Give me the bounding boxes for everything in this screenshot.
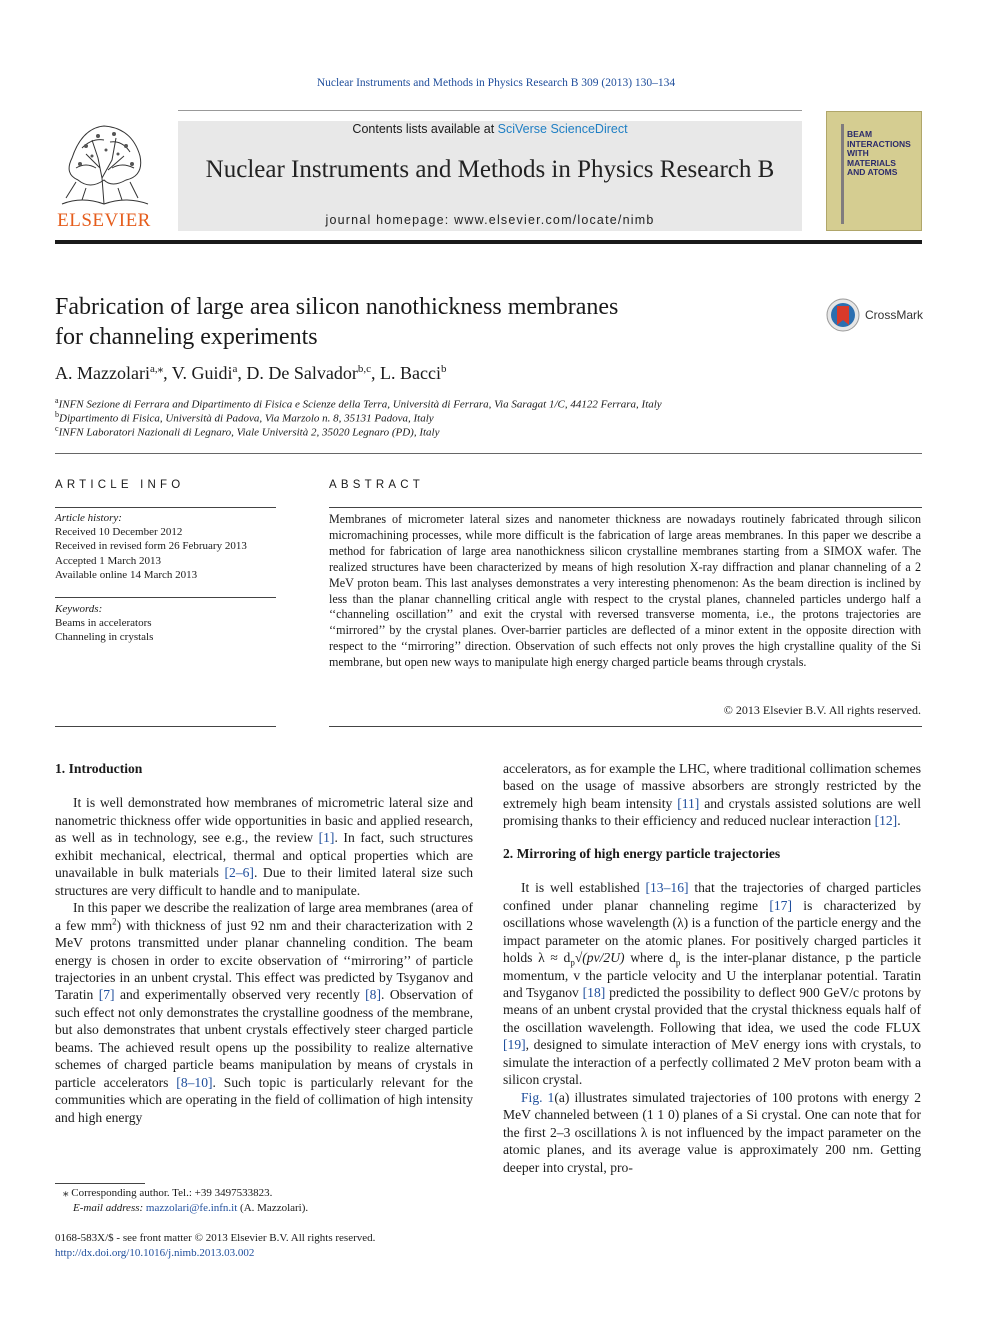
author-name[interactable]: A. Mazzolari (55, 363, 150, 383)
article-info-bottom-rule (55, 726, 276, 727)
citation-link[interactable]: [11] (677, 795, 700, 811)
keywords-label: Keywords: (55, 603, 103, 615)
body-column-left (55, 760, 473, 1126)
keyword-item[interactable]: Channeling in crystals (55, 631, 154, 644)
subscript: p (675, 957, 681, 968)
author-list (55, 362, 446, 384)
affiliation-c (55, 424, 439, 439)
citation-link[interactable]: [17] (769, 897, 792, 913)
citation-link[interactable]: [13–16] (645, 880, 689, 896)
text-run: and crystals assisted solutions are well promising thanks to their efficiency and reduced nuclear interaction (503, 795, 921, 829)
text-run: (a) illustrates simulated trajectories of 100 protons with energy 2 MeV channeled between (1 1 0) planes of a Si crystal. One can note that for the first 2–3 oscillations λ is not influenced by the impact parameter on the atomic planes, and its average value is approximately 200 nm. Getting deeper into crystal, pro- (503, 1089, 921, 1175)
text-run: It is well demonstrated how membranes of micrometric lateral size and nanometric thickness offer wide opportunities in basic and applied research, as well as in technology, see e.g., the review (55, 795, 473, 846)
elsevier-wordmark: ELSEVIER (57, 210, 151, 231)
header-bottom-rule (55, 240, 922, 244)
affiliation-rule (55, 453, 922, 454)
history-item: Received 10 December 2012 (55, 526, 183, 539)
text-run: is characterized by oscillations whose wavelength (λ) is a function of the particle energy and the impact parameter on the atomic planes. For positively charged particles it holds λ ≈ d (503, 897, 921, 966)
title-line: Fabrication of large area silicon nanothickness membranes (55, 294, 619, 320)
author-name[interactable]: D. De Salvador (246, 363, 358, 383)
cover-title (847, 130, 911, 178)
homepage-url[interactable]: www.elsevier.com/locate/nimb (454, 213, 655, 227)
author-affil-mark[interactable]: a,⁎ (149, 363, 164, 375)
text-run: . Due to their limited lateral size such structures are very difficult to handle and to manipulate. (55, 865, 473, 898)
text-run: is the inter-planar distance, p the particle momentum, v the particle velocity and U the interplanar potential. Taratin and Tsyganov (503, 950, 921, 1000)
text-run: that the trajectories of charged particles confined under planar channeling regime (503, 880, 921, 913)
article-info-heading: ARTICLE INFO (55, 479, 185, 491)
affil-text: Dipartimento di Fisica, Università di Padova, Via Marzolo n. 8, 35131 Padova, Italy (59, 412, 434, 425)
text-run: , designed to simulate interaction of MeV energy ions with crystals, to simulate the interaction of a perfectly collimated 2 MeV proton beam with a silicon crystal. (503, 1037, 921, 1088)
spacer (55, 777, 473, 794)
email-note (55, 1201, 473, 1216)
history-item: Available online 14 March 2013 (55, 568, 198, 581)
contents-line (178, 122, 802, 136)
author-affil-mark[interactable]: b,c (357, 363, 371, 375)
cover-line: INTERACTIONS (847, 138, 911, 149)
journal-citation[interactable]: Nuclear Instruments and Methods in Physics Research B 309 (2013) 130–134 (316, 77, 676, 89)
article-info-rule (55, 507, 276, 508)
text-run: and experimentally observed very recently (114, 987, 366, 1003)
paragraph (503, 879, 921, 1088)
spacer (503, 862, 921, 879)
title-line: for channeling experiments (55, 324, 318, 350)
text-run: . In fact, such structures exhibit mechanical, electrical, thermal and optical properties which are unavailable in bulk materials (55, 830, 473, 881)
journal-cover-thumbnail[interactable] (826, 111, 922, 231)
text-run: . Such topic is particularly relevant for the communities which are operating in the field of collimation of high intensity and high energy (55, 1074, 473, 1125)
figure-link[interactable]: Fig. 1 (521, 1089, 555, 1105)
affil-mark: a (55, 396, 59, 405)
cover-line: BEAM (847, 129, 873, 139)
email-label: E-mail address: (73, 1201, 146, 1214)
superscript: 2 (112, 916, 117, 927)
abstract-text: Membranes of micrometer lateral sizes and nanometer thickness are nowadays routinely fabricated through silicon micromachining processes, while more difficult is the fabrication of large areas membranes. In this paper we describe a method for fabrication of large area nanothickness silicon crystalline membranes starting from a SIMOX wafer. The realized structures have been characterized by means of high resolution X-ray diffraction and planar channeling of a 2 MeV proton beam. This last analyses demonstrates a very interesting phenomenon: As the beam direction is inclined by less than the planar channelling critical angle with respect to the crystal planes, channeled particles undergo half a ‘‘channeling oscillation’’ and exit the crystal with reversed transverse momenta, i.e., the protons trajectories are ‘‘mirrored’’ by the crystal planes. Over-barrier particles are deflected of a minor extent in the opposite direction with respect to the ‘‘mirroring’’ direction. Observation of such effects not only proves the high crystalline quality of the Si membrane, but open new ways to manipulate high energy charged particle beams through crystals. (329, 512, 921, 670)
citation-link[interactable]: [2–6] (224, 865, 254, 881)
front-matter-note: 0168-583X/$ - see front matter © 2013 Elsevier B.V. All rights reserved. (55, 1232, 376, 1244)
text-run: It is well established (521, 880, 646, 896)
author-affil-mark[interactable]: a (232, 363, 238, 375)
body-column-right (503, 760, 921, 1176)
affil-mark: c (55, 424, 59, 433)
citation-link[interactable]: [19] (503, 1037, 526, 1053)
text-run: . (897, 813, 901, 829)
affil-text: INFN Sezione di Ferrara and Dipartimento di Fisica e Scienze della Terra, Università di Ferrara, Via Saragat 1/C, 44122 Ferrara, Italy (58, 398, 662, 411)
sciencedirect-link[interactable]: SciVerse ScienceDirect (497, 122, 628, 136)
section-heading-introduction: 1. Introduction (55, 761, 143, 776)
cover-line: WITH (847, 148, 869, 158)
paragraph (503, 1089, 921, 1176)
paragraph (55, 899, 473, 1126)
author-name[interactable]: L. Bacci (380, 363, 441, 383)
header-top-rule (178, 110, 802, 111)
contents-prefix: Contents lists available at (352, 122, 498, 136)
cover-line: AND ATOMS (847, 167, 898, 177)
journal-title: Nuclear Instruments and Methods in Physics Research B (205, 156, 775, 183)
citation-link[interactable]: [1] (318, 830, 335, 846)
author-separator: , (163, 363, 172, 383)
corresponding-author-note: ⁎ Corresponding author. Tel.: +39 3497533823. (63, 1187, 273, 1199)
keywords-rule (55, 597, 276, 598)
text-run: where d (624, 950, 676, 966)
paragraph (55, 794, 473, 899)
text-run: . Observation of such effect not only demonstrates the crystalline goodness of the membrane, but also demonstrates that unbent crystals effectively steer charged particle beams. The achieved result opens up the possibility to realize alternative schemes of charged particle beams manipulation by means of crystals in particle accelerators (55, 987, 473, 1090)
abstract-heading: ABSTRACT (329, 479, 424, 491)
keyword-item[interactable]: Beams in accelerators (55, 617, 152, 630)
text-run: predicted the possibility to deflect 900 GeV/c protons by means of an unbent crystal provided that the crystal thickness equals half of the oscillation wavelength. Following that idea, we used the code FLUX (503, 984, 921, 1035)
history-item: Received in revised form 26 February 2013 (55, 540, 247, 553)
author-affil-mark[interactable]: b (440, 363, 447, 375)
abstract-rule (329, 507, 922, 508)
spacer (503, 830, 921, 845)
footnote-rule (55, 1183, 145, 1184)
citation-link[interactable]: [12] (874, 813, 898, 829)
abstract-copyright: © 2013 Elsevier B.V. All rights reserved. (723, 703, 921, 717)
email-link[interactable]: mazzolari@fe.infn.it (145, 1201, 238, 1214)
author-name[interactable]: V. Guidi (171, 363, 233, 383)
paragraph (503, 760, 921, 830)
section-heading-mirroring: 2. Mirroring of high energy particle trajectories (503, 845, 781, 861)
doi-link[interactable]: http://dx.doi.org/10.1016/j.nimb.2013.03.002 (55, 1246, 255, 1259)
abstract-bottom-rule (329, 726, 922, 727)
crossmark-icon[interactable] (826, 298, 860, 332)
author-separator: , (371, 363, 380, 383)
keywords (55, 602, 276, 645)
affiliation-b (55, 410, 434, 425)
history-item: Accepted 1 March 2013 (55, 554, 161, 567)
affil-mark: b (55, 410, 59, 419)
cover-decoration (841, 124, 844, 224)
crossmark-label[interactable]: CrossMark (865, 308, 924, 322)
journal-homepage (178, 213, 802, 227)
bottom-identifiers (55, 1231, 475, 1260)
footnotes (55, 1186, 473, 1215)
author-separator: , (237, 363, 247, 383)
text-run: accelerators, as for example the LHC, where traditional collimation schemes based on the usage of massive absorbers are strongly restricted by the extremely high beam intensity (503, 761, 921, 811)
article-history (55, 511, 276, 582)
citation-link[interactable]: [18] (582, 984, 606, 1000)
text-run: In this paper we describe the realization of large area membranes (area of a few mm (55, 900, 473, 933)
citation-link[interactable]: [8] (365, 987, 382, 1003)
cover-line: MATERIALS (847, 157, 896, 168)
citation-link[interactable]: [8–10] (176, 1074, 213, 1090)
homepage-prefix: journal homepage: (325, 213, 455, 227)
formula: √(pv/2U) (574, 950, 625, 966)
history-label: Article history: (55, 512, 122, 524)
affiliation-a (55, 396, 662, 411)
subscript: p (570, 957, 575, 968)
email-suffix: (A. Mazzolari). (237, 1201, 309, 1214)
text-run: ) with thickness of just 92 nm and their characterization with 2 MeV protons transmitted under planar channeling condition. The beam energy is chosen in order to excite observation of ‘‘mirroring’’ of particle trajectories in an unbent crystal. This effect was predicted by Tsyganov and Taratin (55, 917, 474, 1003)
article-title (55, 292, 775, 352)
citation-link[interactable]: [7] (98, 987, 115, 1003)
affil-text: INFN Laboratori Nazionali di Legnaro, Viale Università 2, 35020 Legnaro (PD), Italy (58, 426, 440, 439)
